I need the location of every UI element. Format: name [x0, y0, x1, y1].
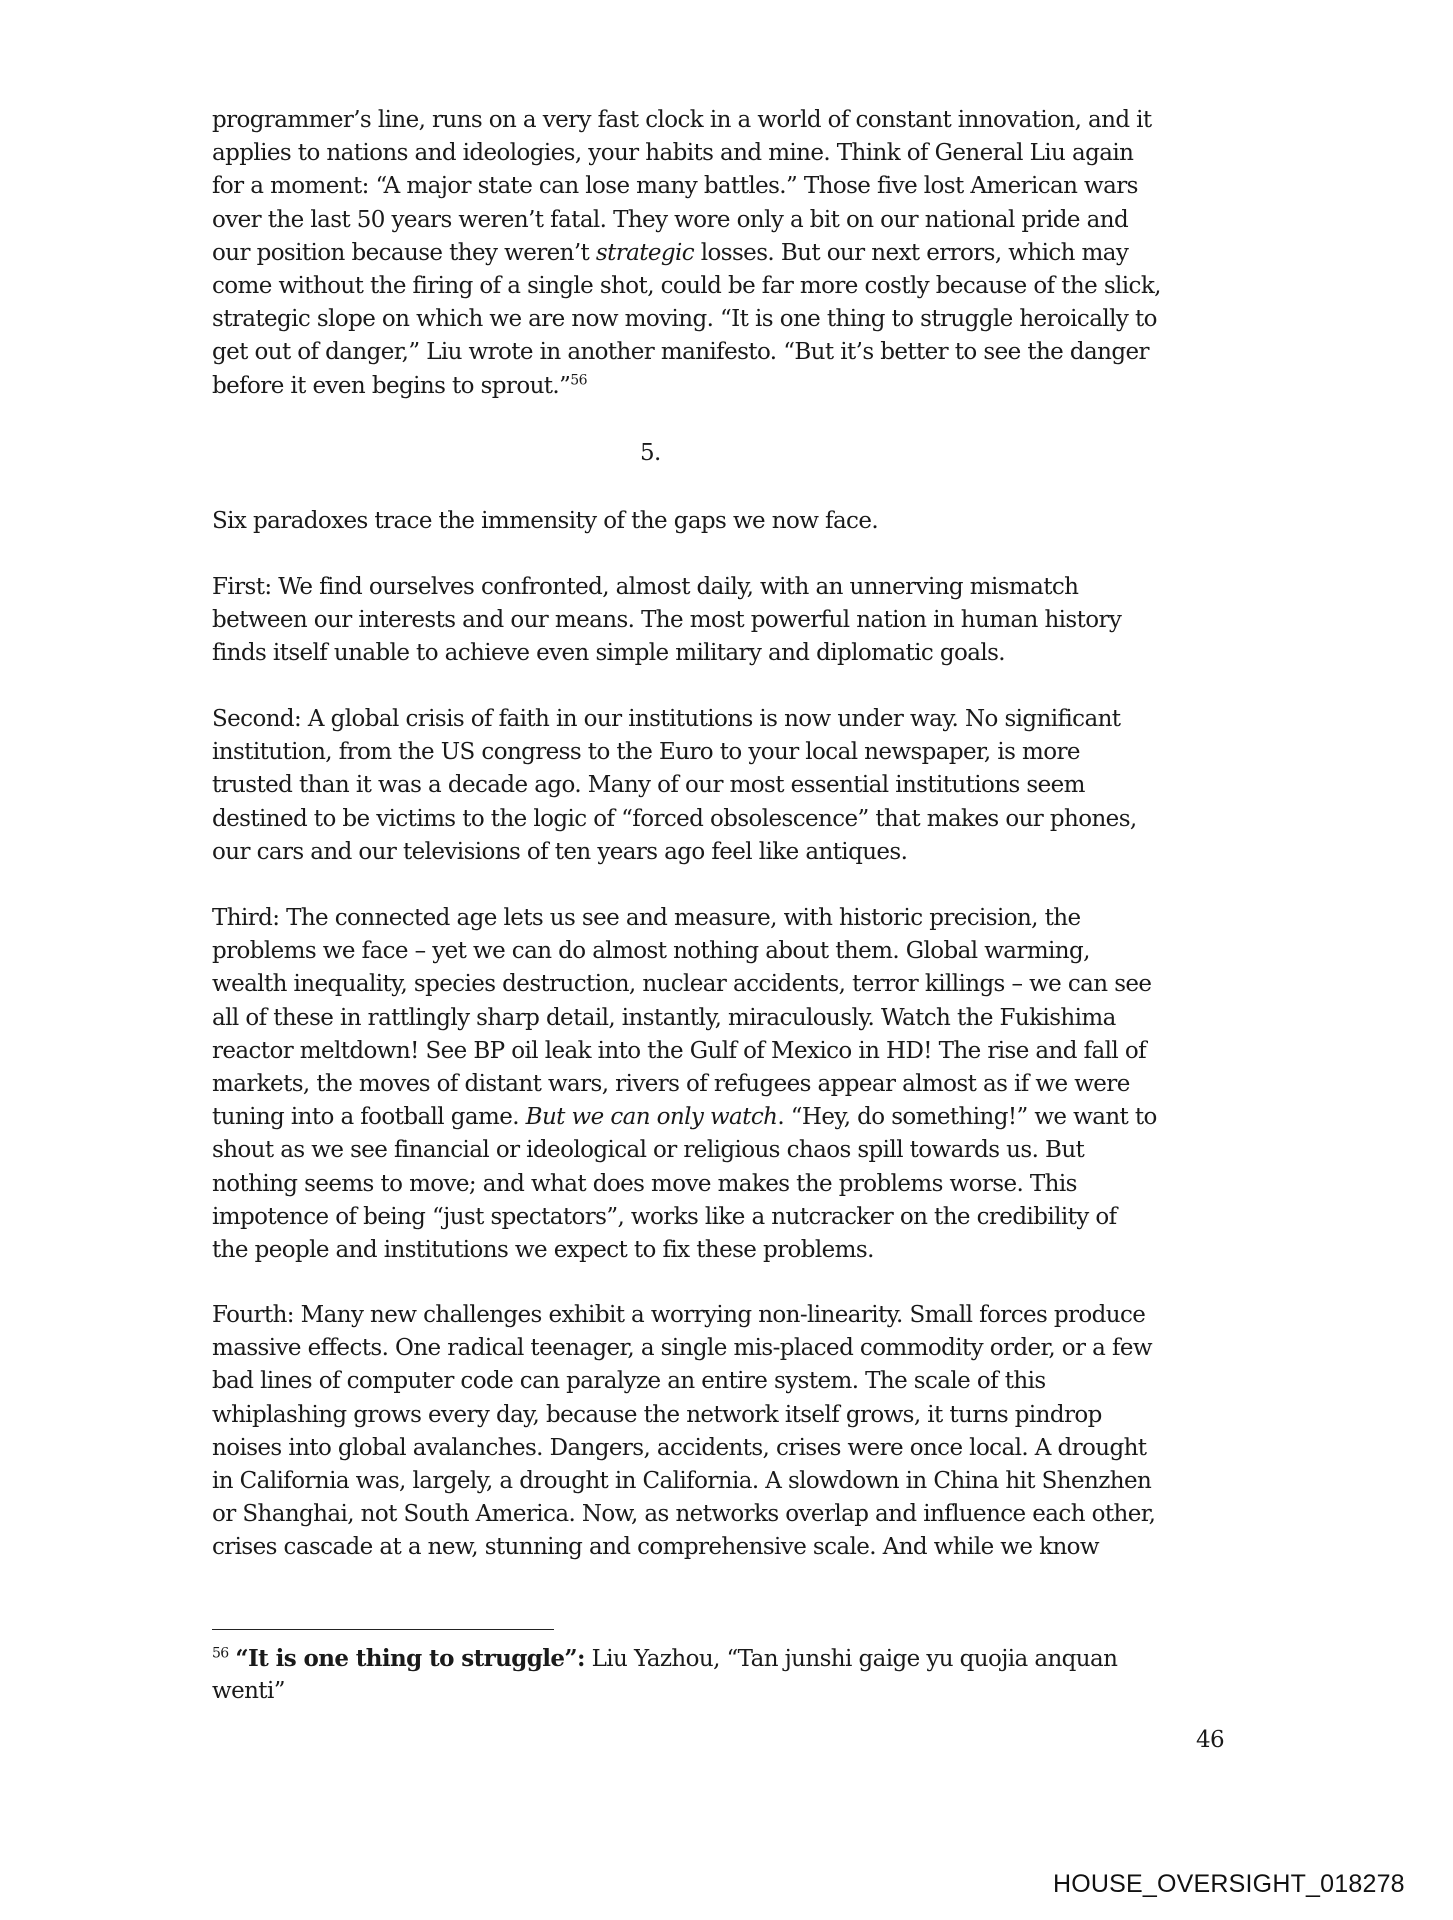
text-line: destined to be victims to the logic of “forced obsolescence” that makes our phones, — [212, 805, 1137, 832]
footnote-title: “It is one thing to struggle”: — [235, 1645, 585, 1672]
text-line: reactor meltdown! See BP oil leak into the Gulf of Mexico in HD! The rise and fall of — [212, 1037, 1146, 1064]
text-line: shout as we see financial or ideological or religious chaos spill towards us. But — [212, 1137, 1085, 1164]
footnote-text: Liu Yazhou, “Tan junshi gaige yu quojia anquan — [584, 1646, 1118, 1672]
text-span: . “Hey, do something!” we want to — [777, 1104, 1157, 1131]
text-line: bad lines of computer code can paralyze an entire system. The scale of this — [212, 1368, 1046, 1395]
footnote-line: wenti” — [212, 1678, 285, 1704]
text-line: wealth inequality, species destruction, nuclear accidents, terror killings – we can see — [212, 971, 1152, 998]
text-span: before it even begins to sprout.” — [212, 372, 571, 399]
paragraph-second — [212, 703, 1242, 869]
text-line: crises cascade at a new, stunning and comprehensive scale. And while we know — [212, 1534, 1099, 1561]
text-line: between our interests and our means. The most powerful nation in human history — [212, 607, 1122, 634]
text-line: noises into global avalanches. Dangers, accidents, crises were once local. A drought — [212, 1434, 1147, 1461]
footnote-number: 56 — [212, 1645, 229, 1662]
text-line: Second: A global crisis of faith in our institutions is now under way. No significant — [212, 706, 1121, 732]
footnote — [212, 1642, 1242, 1708]
paragraph-opening — [212, 104, 1242, 403]
text-line: problems we face – yet we can do almost nothing about them. Global warming, — [212, 938, 1090, 965]
bates-stamp: HOUSE_OVERSIGHT_018278 — [1053, 1870, 1405, 1898]
text-line: our cars and our televisions of ten years ago feel like antiques. — [212, 838, 908, 865]
text-line: massive effects. One radical teenager, a single mis-placed commodity order, or a few — [212, 1335, 1152, 1362]
text-line: for a moment: “A major state can lose many battles.” Those five lost American wars — [212, 173, 1138, 200]
text-line: trusted than it was a decade ago. Many of our most essential institutions seem — [212, 772, 1085, 799]
text-line: institution, from the US congress to the Euro to your local newspaper, is more — [212, 739, 1080, 766]
italic-emphasis: But we can only watch — [525, 1104, 778, 1131]
text-line: programmer’s line, runs on a very fast clock in a world of constant innovation, and it — [212, 107, 1152, 133]
text-line: come without the firing of a single shot, could be far more costly because of the slick, — [212, 272, 1161, 299]
italic-emphasis: strategic — [595, 239, 695, 266]
text-line: First: We find ourselves confronted, almost daily, with an unnerving mismatch — [212, 574, 1079, 600]
section-number: 5. — [640, 440, 661, 466]
paragraph-first — [212, 571, 1242, 671]
text-line: Third: The connected age lets us see and measure, with historic precision, the — [212, 905, 1081, 931]
text-line: markets, the moves of distant wars, rivers of refugees appear almost as if we were — [212, 1070, 1130, 1097]
paragraph-intro — [212, 505, 1242, 538]
text-line: nothing seems to move; and what does move makes the problems worse. This — [212, 1170, 1077, 1197]
text-span: tuning into a football game. — [212, 1104, 526, 1131]
text-span: losses. But our next errors, which may — [694, 239, 1129, 266]
text-line: all of these in rattlingly sharp detail, instantly, miraculously. Watch the Fukishima — [212, 1004, 1116, 1031]
text-line: over the last 50 years weren’t fatal. They wore only a bit on our national pride and — [212, 206, 1129, 233]
footnote-separator — [212, 1629, 554, 1630]
text-line: whiplashing grows every day, because the network itself grows, it turns pindrop — [212, 1401, 1102, 1428]
text-line: Fourth: Many new challenges exhibit a worrying non-linearity. Small forces produce — [212, 1302, 1146, 1328]
text-line: strategic slope on which we are now moving. “It is one thing to struggle heroically to — [212, 306, 1157, 333]
text-line: get out of danger,” Liu wrote in another manifesto. “But it’s better to see the danger — [212, 339, 1149, 366]
text-line: in California was, largely, a drought in California. A slowdown in China hit Shenzhen — [212, 1467, 1152, 1494]
text-span: our position because they weren’t — [212, 239, 596, 266]
text-line: Six paradoxes trace the immensity of the gaps we now face. — [212, 508, 879, 534]
footnote-reference[interactable]: 56 — [570, 371, 587, 388]
footnote-line — [212, 1642, 1242, 1675]
paragraph-third — [212, 902, 1242, 1267]
text-line: the people and institutions we expect to fix these problems. — [212, 1236, 874, 1263]
paragraph-fourth — [212, 1299, 1242, 1565]
text-line: finds itself unable to achieve even simple military and diplomatic goals. — [212, 640, 1006, 667]
text-line — [212, 370, 1242, 403]
text-line — [212, 237, 1242, 270]
page-number: 46 — [1196, 1727, 1225, 1753]
text-line: or Shanghai, not South America. Now, as networks overlap and influence each other, — [212, 1501, 1156, 1528]
text-line: impotence of being “just spectators”, works like a nutcracker on the credibility of — [212, 1203, 1117, 1230]
text-line — [212, 1101, 1242, 1134]
text-line: applies to nations and ideologies, your habits and mine. Think of General Liu again — [212, 140, 1134, 167]
